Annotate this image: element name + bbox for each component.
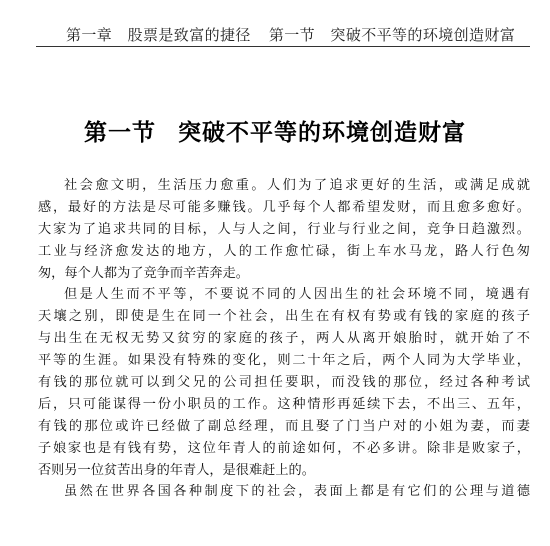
text-line: 感，最好的方法是尽可能多赚钱。几乎每个人都希望发财，而且愈多愈好。 <box>38 199 530 215</box>
header-chapter: 第一章 股票是致富的捷径 <box>66 26 251 44</box>
text-line: 但是人生而不平等，不要说不同的人因出生的社会环境不同，境遇有 <box>64 287 530 303</box>
header-section: 第一节 突破不平等的环境创造财富 <box>268 26 516 44</box>
section-title <box>0 114 550 147</box>
header-rule <box>36 46 530 47</box>
text-line: 平等的生涯。如果没有特殊的变化，则二十年之后，两个人同为大学毕业， <box>38 353 530 369</box>
text-line: 工业与经济愈发达的地方，人的工作愈忙碌，街上车水马龙，路人行色匆 <box>38 243 530 259</box>
section-number: 第一节 <box>84 120 156 146</box>
text-line: 天壤之别，即使是生在同一个社会，出生在有权有势或有钱的家庭的孩子 <box>38 309 530 325</box>
text-line: 社会愈文明，生活压力愈重。人们为了追求更好的生活，或满足成就 <box>64 178 530 193</box>
text-line: 与出生在无权无势又贫穷的家庭的孩子，两人从离开娘胎时，就开始了不 <box>38 331 530 347</box>
text-line: 虽然在世界各国各种制度下的社会，表面上都是有它们的公理与道德 <box>64 484 530 500</box>
text-line: 否则另一位贫苦出身的年青人，是很难赶上的。 <box>38 462 315 478</box>
text-line: 有钱的那位或许已经做了副总经理，而且娶了门当户对的小姐为妻，而妻 <box>38 418 530 434</box>
running-header <box>66 24 515 45</box>
text-line: 子娘家也是有钱有势，这位年青人的前途如何，不必多讲。除非是败家子， <box>38 440 530 456</box>
text-line: 后，只可能谋得一份小职员的工作。这种情形再延续下去，不出三、五年， <box>38 396 530 412</box>
text-line: 大家为了追求共同的目标，人与人之间，行业与行业之间，竞争日趋激烈。 <box>38 221 530 237</box>
text-line: 有钱的那位就可以到父兄的公司担任要职，而没钱的那位，经过各种考试 <box>38 375 530 391</box>
section-title-text: 突破不平等的环境创造财富 <box>178 120 466 146</box>
text-line: 匆，每个人都为了竞争而辛苦奔走。 <box>38 265 249 281</box>
body-text <box>38 175 530 503</box>
